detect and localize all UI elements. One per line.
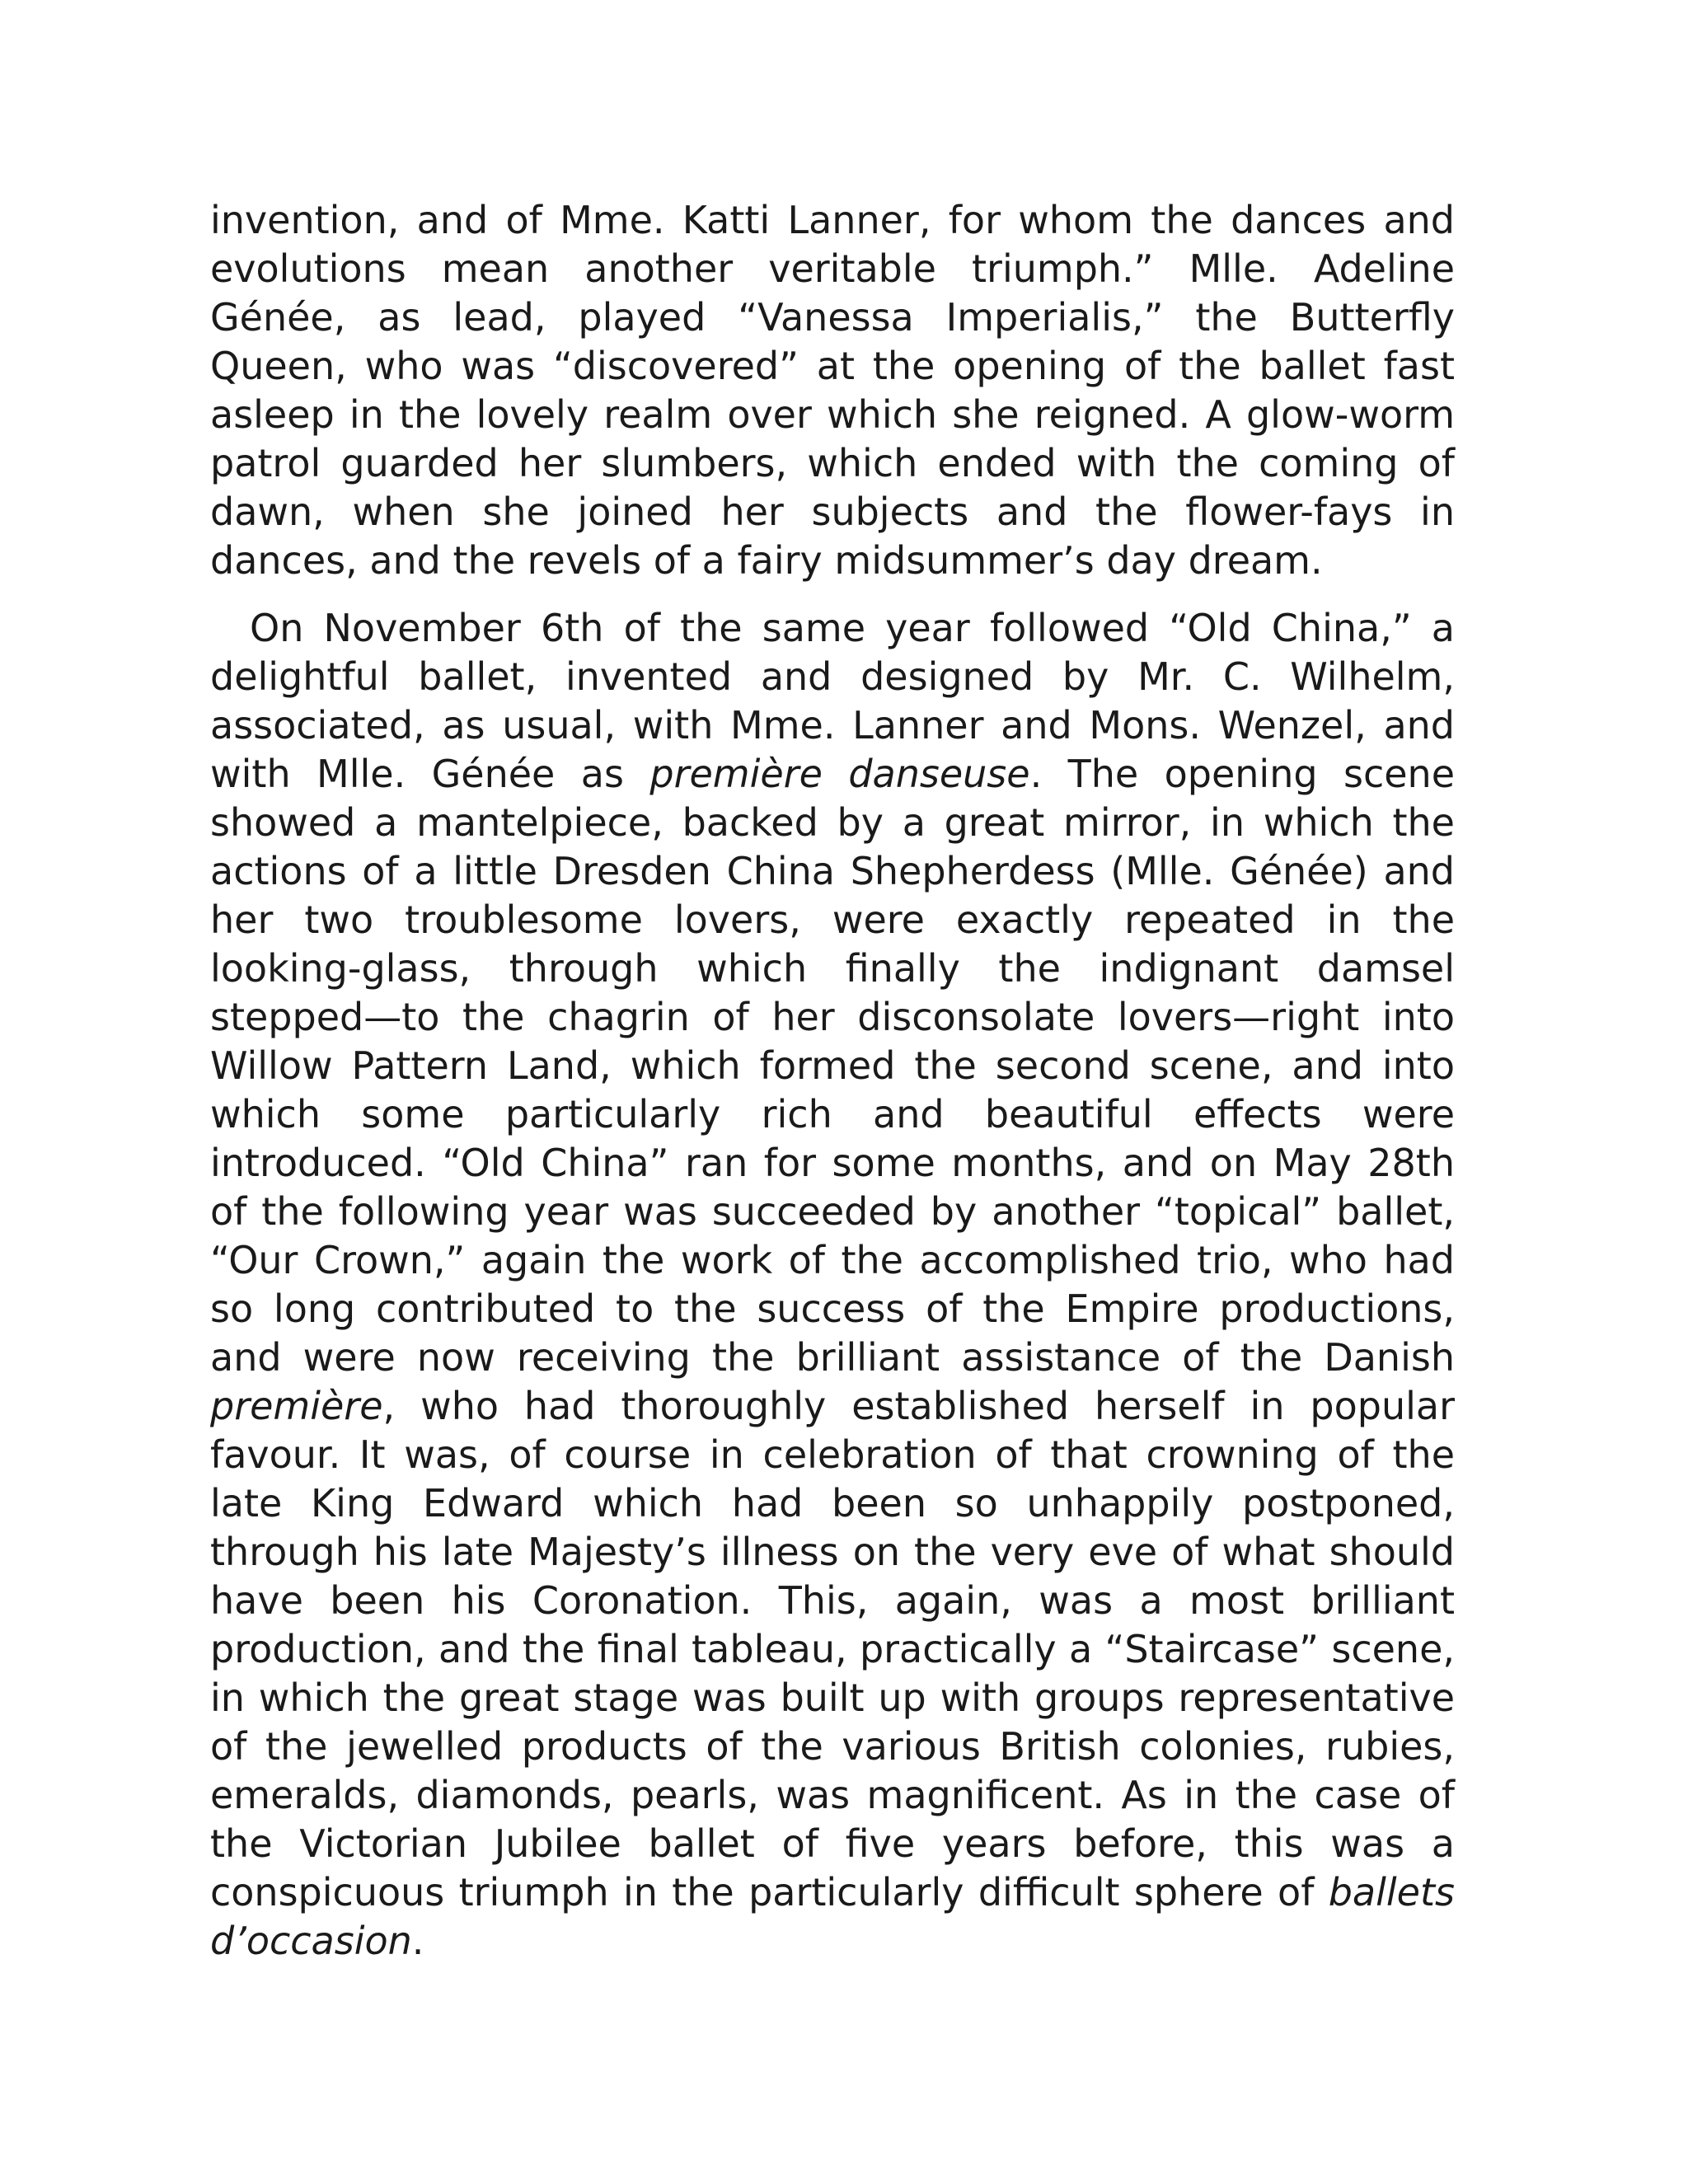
text-run: . <box>411 1919 424 1963</box>
page-text <box>210 196 1455 1966</box>
italic-run: première <box>210 1384 383 1428</box>
text-run: invention, and of Mme. Katti Lanner, for whom the dances and evolutions mean another veritable triumph.” Mlle. Adeline Génée, as lead, played “Vanessa Imperialis,” the Butterfly Queen, who was “discovered” at the opening of the ballet fast asleep in the lovely realm over which she reigned. A glow-worm patrol guarded her slumbers, which ended with the coming of dawn, when she joined her subjects and the flower-fays in dances, and the revels of a fairy midsummer’s day dream. <box>210 198 1455 583</box>
italic-run: ballets d’occasion <box>210 1870 1455 1963</box>
text-run: . The opening scene showed a mantelpiece, backed by a great mirror, in which the actions of a little Dresden China Shepherdess (Mlle. Génée) and her two troublesome lovers, were exactly repeated in the looking-glass, through which finally the indignant damsel stepped—to the chagrin of her disconsolate lovers—right into Willow Pattern Land, which formed the second scene, and into which some particularly rich and beautiful effects were introduced. “Old China” ran for some months, and on May 28th of the following year was succeeded by another “topical” ballet, “Our Crown,” again the work of the accomplished trio, who had so long contributed to the success of the Empire productions, and were now receiving the brilliant assistance of the Danish <box>210 752 1455 1380</box>
text-run: , who had thoroughly established herself in popular favour. It was, of course in celebration of that crowning of the late King Edward which had been so unhappily postponed, through his late Majesty’s illness on the very eve of what should have been his Coronation. This, again, was a most brilliant production, and the final tableau, practically a “Staircase” scene, in which the great stage was built up with groups representative of the jewelled products of the various British colonies, rubies, emeralds, diamonds, pearls, was magnificent. As in the case of the Victorian Jubilee ballet of five years before, this was a conspicuous triumph in the particularly difficult sphere of <box>210 1384 1455 1915</box>
paragraph-1 <box>210 196 1455 585</box>
text-run: On November 6th of the same year followed “Old China,” a delightful ballet, invented and designed by Mr. C. Wilhelm, associated, as usual, with Mme. Lanner and Mons. Wenzel, and with Mlle. Génée as <box>210 606 1455 796</box>
paragraph-2 <box>210 604 1455 1966</box>
italic-run: première danseuse <box>649 752 1030 796</box>
